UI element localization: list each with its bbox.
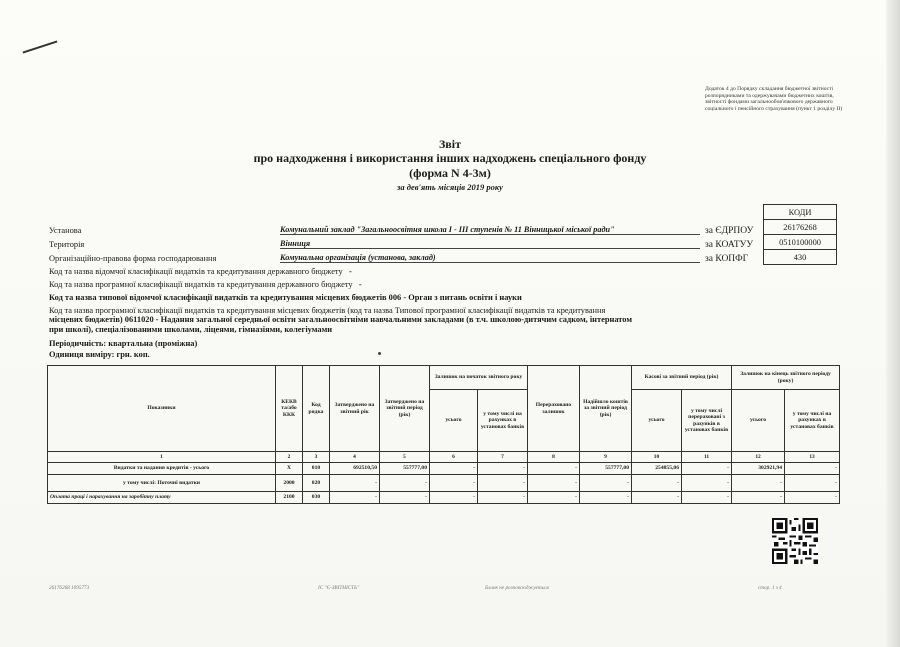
header-approved-period: Затверджено на звітний період (рік) <box>380 366 430 452</box>
qr-code-icon <box>772 518 818 564</box>
header-row-code: Код рядка <box>303 366 330 452</box>
class-line-4c: при школі), спеціалізованими школами, ліцеями, гімназіями, колегіумами <box>49 325 333 334</box>
institution-label: Установа <box>49 226 82 235</box>
table-row: Видатки та надання кредитів - усього X 010 692510,50 557777,00 - - - 557777,00 254855,06 - 302921,94 - <box>48 463 840 475</box>
code-edrpou: 26176268 <box>764 220 837 235</box>
header-incl-bank: у тому числі на рахунках в установах банків <box>478 390 528 452</box>
footer-system: ІС "Є-ЗВІТНІСТЬ" <box>318 585 360 591</box>
code-koatuu: 0510100000 <box>764 235 837 250</box>
header-balance-end: Залишок на кінець звітного періоду (року) <box>732 366 840 390</box>
header-total: усього <box>430 390 478 452</box>
header-total: усього <box>732 390 785 452</box>
header-balance-start: Залишок на початок звітного року <box>430 366 528 390</box>
page-edge-shadow <box>886 0 900 647</box>
class-line-1: Код та назва відомчої класифікації видатків та кредитування державного бюджету - <box>49 267 352 276</box>
class-line-4b: місцевих бюджетів) 0611020 - Надання загальної середньої освіти загальноосвітніми навчальними закладами (в т.ч. школою-дитячим садком, інтернатом <box>49 315 633 324</box>
codes-header: КОДИ <box>764 205 837 220</box>
table-row: Оплата праці і нарахування на заробітну плату 2100 030 - - - - - - - - - - <box>48 492 840 504</box>
institution-value: Комунальний заклад "Загальноосвітня школа І - ІІІ ступенів № 11 Вінницької міської ради" <box>280 225 700 235</box>
code-kopfg: 430 <box>764 250 837 265</box>
class-line-3: Код та назва типової відомчої класифікації видатків та кредитування місцевих бюджетів 006 - Орган з питань освіти і науки <box>49 293 522 302</box>
table-row: у тому числі: Поточні видатки 2000 020 - - - - - - - - - - <box>48 475 840 492</box>
header-received: Надійшло коштів за звітний період (рік) <box>580 366 632 452</box>
header-total: усього <box>632 390 682 452</box>
report-title: Звіт <box>438 137 462 151</box>
kopfg-label: за КОПФГ <box>705 254 749 264</box>
koatuu-label: за КОАТУУ <box>705 240 754 250</box>
header-incl-bank: у тому числі на рахунках в установах банків <box>785 390 840 452</box>
territory-value: Вінниця <box>280 239 700 249</box>
report-period: за дев'ять місяців 2019 року <box>397 182 503 192</box>
legal-form-value: Комунальна організація (установа, заклад) <box>280 253 700 263</box>
territory-label: Територія <box>49 240 85 249</box>
footer-note: Бланк не розповсюджується <box>485 585 549 591</box>
legal-form-label: Організаційно-правова форма господарювання <box>49 254 217 263</box>
report-form-number: (форма N 4-3м) <box>409 166 491 180</box>
codes-table <box>763 204 837 265</box>
header-indicators: Показники <box>48 366 276 452</box>
class-line-2: Код та назва програмної класифікації видатків та кредитування державного бюджету - <box>49 280 362 289</box>
footer-id: 26176268 1095773 <box>49 585 90 591</box>
header-cash: Касові за звітний період (рік) <box>632 366 732 390</box>
class-line-4a: Код та назва програмної класифікації видатків та кредитування місцевих бюджетів (код та назва Типової програмної класифікації видатків та кредитування <box>49 306 606 315</box>
scan-speck <box>378 352 381 355</box>
header-cash-incl: у тому числі перераховані з рахунків в установах банків <box>682 390 732 452</box>
header-transferred: Перераховано залишок <box>528 366 580 452</box>
periodicity: Періодичність: квартальна (проміжна) <box>49 339 198 348</box>
report-subtitle: про надходження і використання інших надходжень спеціального фонду <box>253 151 647 165</box>
header-approved-year: Затверджено на звітний рік <box>330 366 380 452</box>
edrpou-label: за ЄДРПОУ <box>705 226 754 236</box>
appendix-note: Додаток 4 до Порядку складання бюджетної звітності розпорядниками та одержувачами бюджетних коштів, звітності фондами загальнообов'язкового державного соціального і пенсійного страхування (пункт 1 розділу II) <box>705 86 843 112</box>
footer-page: стор. 1 з 4 <box>758 585 782 591</box>
header-kekv: КЕКВ та/або ККК <box>276 366 303 452</box>
unit: Одиниця виміру: грн. коп. <box>49 350 150 359</box>
report-table <box>47 365 840 504</box>
column-number-row: 1 2 3 4 5 6 7 8 9 10 11 12 13 <box>48 452 840 463</box>
